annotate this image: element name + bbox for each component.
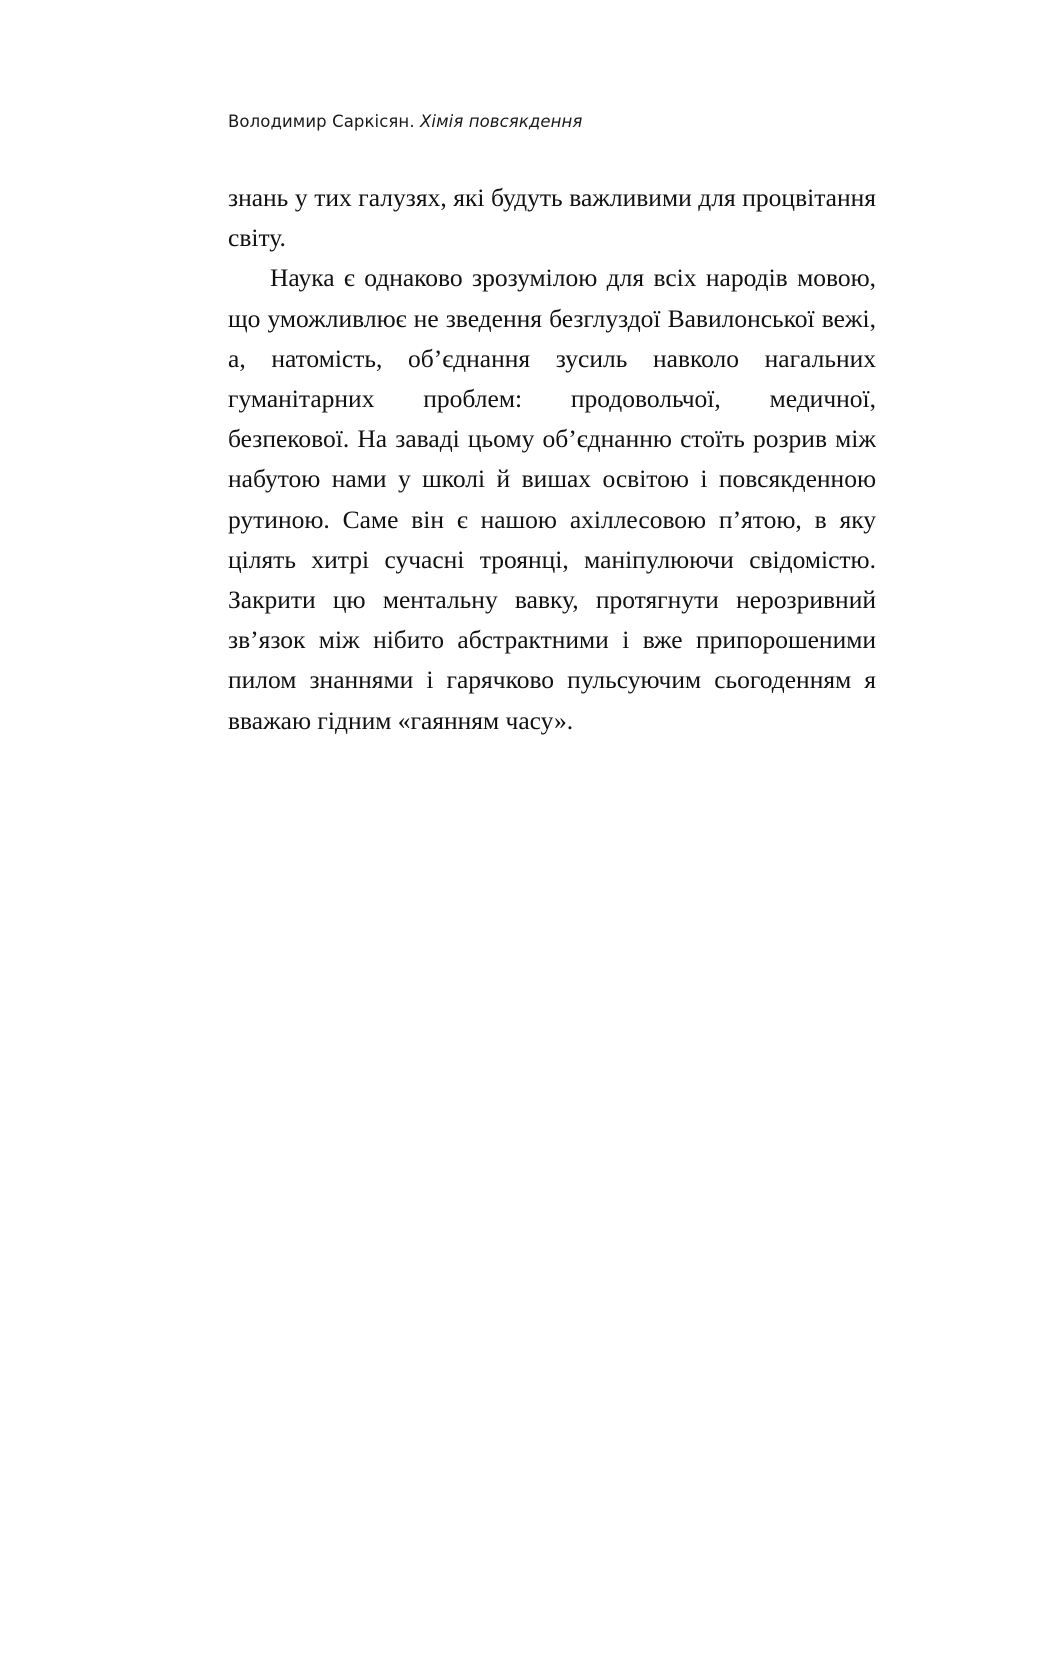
paragraph-continuation: знань у тих галузях, які будуть важливими для процвітання світу. [228,183,876,253]
running-head [228,112,582,131]
running-head-author: Володимир Саркісян. [228,112,415,131]
running-head-title: Хімія повсякдення [420,112,583,131]
body-text [228,178,876,741]
paragraph-main: Наука є однаково зрозумілою для всіх народів мовою, що уможливлює не зведення безглуздої Вавилонської вежі, а, натомість, об’єднання зусиль навколо нагальних гуманітарних проблем: продовольчої, медичної, безпекової. На заваді цьому об’єднанню стоїть розрив між набутою нами у школі й вишах освітою і повсякденною рутиною. Саме він є нашою ахіллесовою п’ятою, в яку цілять хитрі сучасні троянці, маніпулюючи свідомістю. Закрити цю ментальну вавку, протягнути нерозривний зв’язок між нібито абстрактними і вже припорошеними пилом знаннями і гарячково пульсуючим сьогоденням я вважаю гідним «гаянням часу». [228,263,876,735]
